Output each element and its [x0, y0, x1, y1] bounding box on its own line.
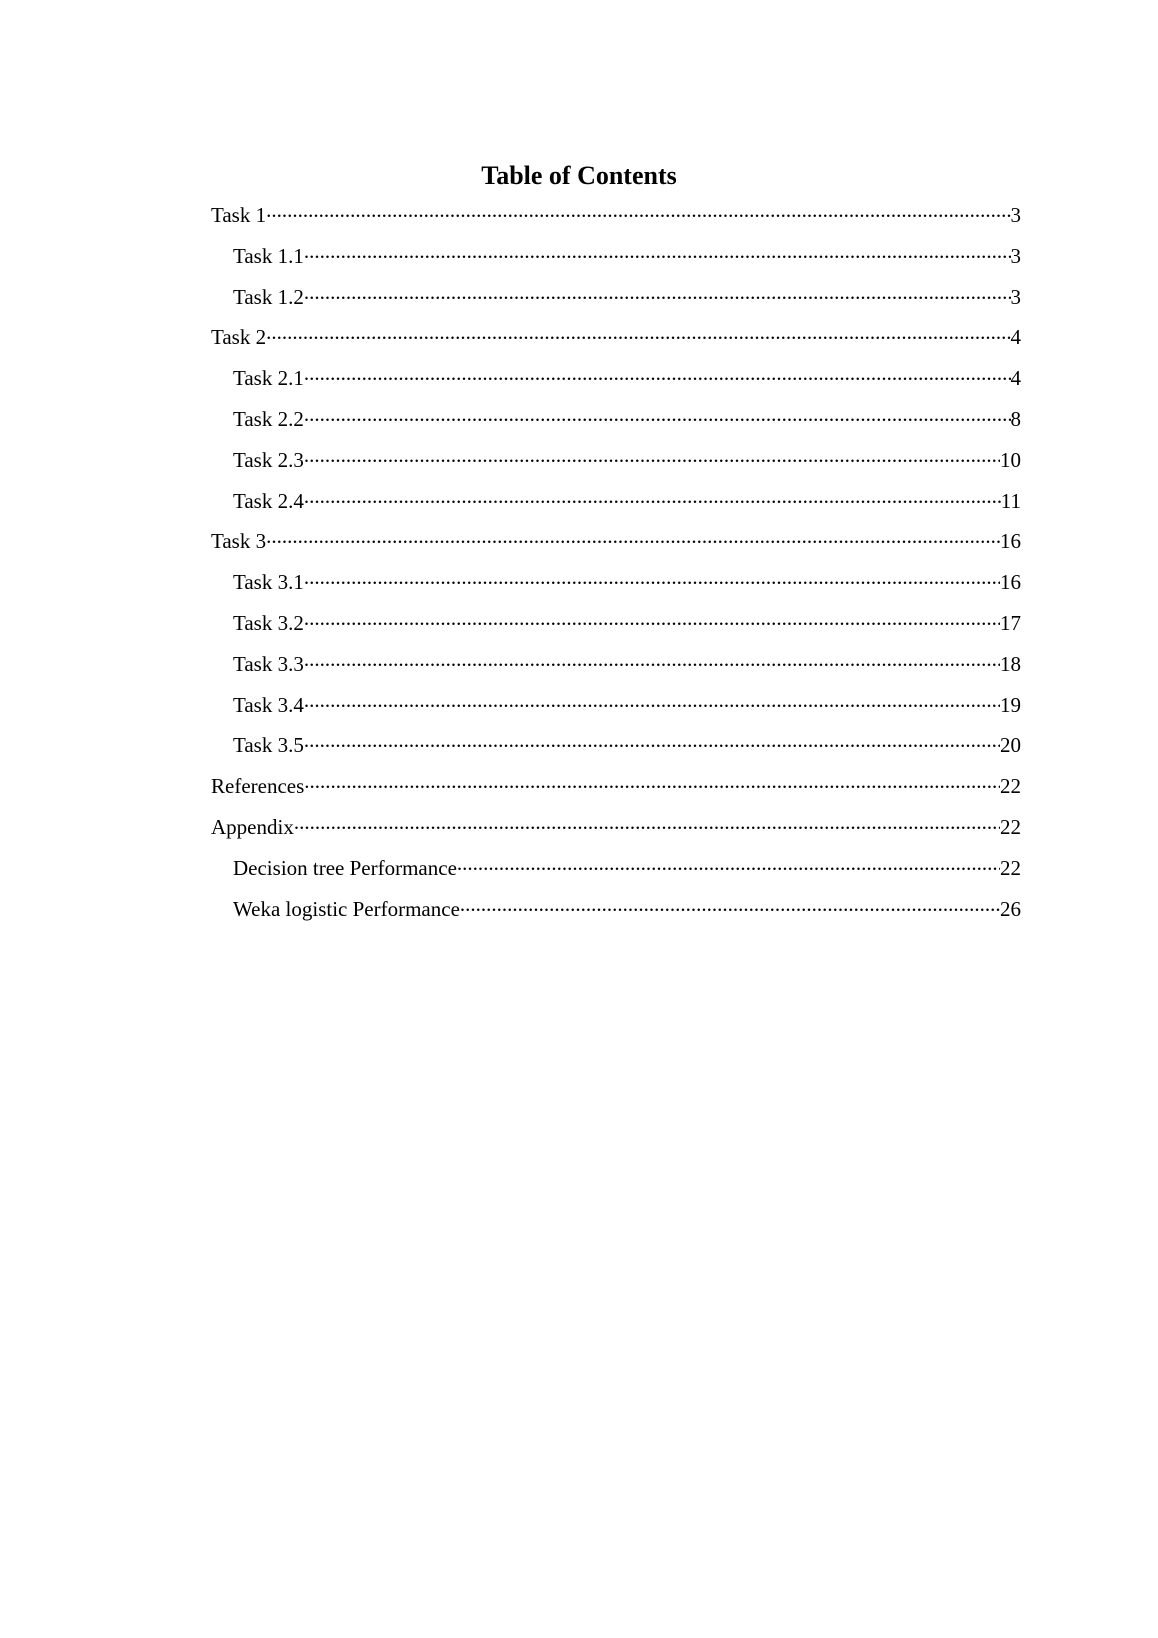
toc-entry-page-number: 16 [1000, 570, 1021, 595]
toc-dot-leader [304, 443, 1000, 467]
toc-entry-label: Task 3 [211, 529, 267, 554]
toc-entry-label: Task 2.1 [233, 366, 304, 391]
toc-dot-leader [266, 198, 1010, 222]
toc-entry-label: Decision tree Performance [233, 855, 457, 880]
toc-entry-page-number: 22 [1000, 774, 1021, 799]
toc-entry[interactable] [211, 484, 1021, 525]
toc-entry-page-number: 16 [1000, 529, 1021, 554]
toc-dot-leader [304, 688, 1000, 712]
toc-entry-label: Task 3.1 [233, 570, 304, 595]
toc-entry-page-number: 22 [1000, 855, 1021, 880]
toc-dot-leader [304, 647, 1000, 671]
toc-entry-page-number: 26 [1000, 896, 1021, 921]
toc-entry-page-number: 3 [1010, 284, 1021, 309]
toc-entry-label: Task 3.3 [233, 651, 304, 676]
toc-entry-page-number: 10 [1000, 447, 1021, 472]
toc-dot-leader [304, 484, 1001, 508]
toc-entry-label: References [211, 774, 305, 799]
toc-entry[interactable] [211, 728, 1021, 769]
toc-entry-page-number: 4 [1010, 325, 1021, 350]
toc-entry-label: Task 2.4 [233, 488, 304, 513]
toc-entry-label: Appendix [211, 814, 294, 839]
toc-entry-page-number: 17 [1000, 610, 1021, 635]
toc-entry[interactable] [211, 606, 1021, 647]
toc-entry[interactable] [211, 443, 1021, 484]
toc-dot-leader [304, 565, 1000, 589]
toc-dot-leader [266, 524, 1000, 548]
toc-dot-leader [266, 320, 1010, 344]
toc-dot-leader [304, 280, 1011, 304]
toc-entry[interactable] [211, 769, 1021, 810]
toc-entry[interactable] [211, 565, 1021, 606]
toc-entry-page-number: 8 [1010, 406, 1021, 431]
toc-dot-leader [304, 239, 1011, 263]
toc-title: Table of Contents [481, 161, 677, 190]
toc-entry-page-number: 4 [1010, 366, 1021, 391]
toc-entry[interactable] [211, 524, 1021, 565]
toc-dot-leader [304, 728, 1000, 752]
toc-entry-page-number: 11 [1000, 488, 1021, 513]
toc-entry-label: Weka logistic Performance [233, 896, 460, 921]
toc-entry[interactable] [211, 198, 1021, 239]
toc-entry[interactable] [211, 280, 1021, 321]
toc-entry[interactable] [211, 239, 1021, 280]
toc-entry-label: Task 3.4 [233, 692, 304, 717]
toc-entry-label: Task 2.3 [233, 447, 304, 472]
toc-entry-label: Task 2.2 [233, 406, 304, 431]
toc-entry-page-number: 20 [1000, 733, 1021, 758]
toc-list [211, 198, 1021, 932]
toc-entry[interactable] [211, 402, 1021, 443]
toc-entry-label: Task 3.2 [233, 610, 304, 635]
toc-entry-page-number: 3 [1010, 203, 1021, 227]
toc-entry[interactable] [211, 892, 1021, 933]
toc-dot-leader [304, 769, 1000, 793]
toc-entry-label: Task 3.5 [233, 733, 304, 758]
toc-entry[interactable] [211, 688, 1021, 729]
toc-entry[interactable] [211, 320, 1021, 361]
toc-dot-leader [304, 606, 1000, 630]
toc-entry[interactable] [211, 647, 1021, 688]
toc-dot-leader [294, 810, 1000, 834]
toc-entry[interactable] [211, 851, 1021, 892]
toc-entry-page-number: 18 [1000, 651, 1021, 676]
toc-dot-leader [457, 851, 1000, 875]
toc-entry-label: Task 1.1 [233, 243, 304, 268]
toc-entry-label: Task 1 [211, 203, 267, 227]
toc-dot-leader [304, 361, 1011, 385]
toc-entry-label: Task 2 [211, 325, 267, 350]
toc-entry[interactable] [211, 810, 1021, 851]
toc-entry-page-number: 3 [1010, 243, 1021, 268]
toc-entry-label: Task 1.2 [233, 284, 304, 309]
toc-dot-leader [460, 892, 1000, 916]
toc-entry[interactable] [211, 361, 1021, 402]
toc-dot-leader [304, 402, 1011, 426]
toc-entry-page-number: 22 [1000, 814, 1021, 839]
toc-entry-page-number: 19 [1000, 692, 1021, 717]
